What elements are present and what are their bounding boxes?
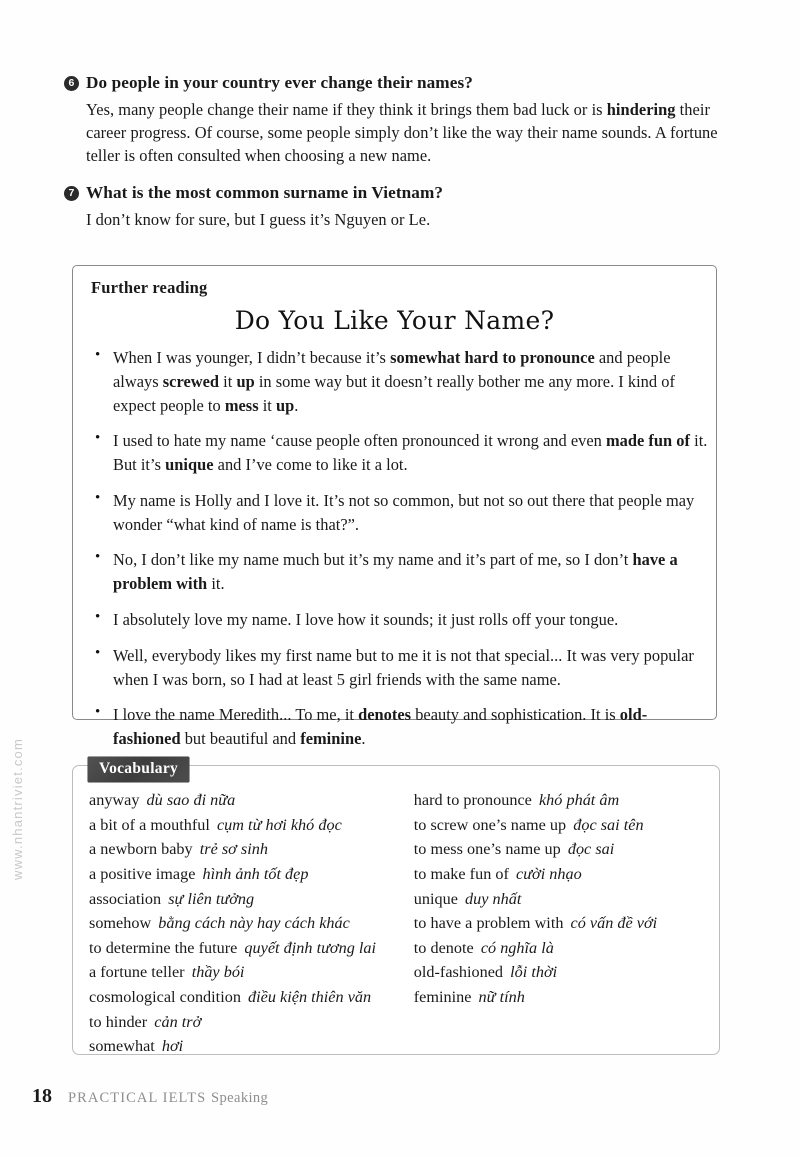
vocabulary-term-vi: trẻ sơ sinh bbox=[199, 840, 268, 859]
footer-title-caps: PRACTICAL IELTS bbox=[68, 1090, 207, 1106]
vocabulary-entry bbox=[89, 813, 414, 838]
further-reading-bullet: • Well, everybody likes my first name but to me it is not that special... It was very popular when I was born, so I had at least 5 girl friends with the same name. bbox=[91, 644, 708, 692]
question-answer-block bbox=[64, 72, 720, 245]
vocabulary-term-vi: hình ảnh tốt đẹp bbox=[202, 864, 309, 883]
page-footer bbox=[32, 1085, 268, 1108]
qa-item bbox=[64, 72, 720, 168]
vocabulary-badge: Vocabulary bbox=[88, 757, 189, 782]
vocabulary-term-vi: thầy bói bbox=[191, 963, 245, 982]
vocabulary-term-en: association bbox=[89, 889, 162, 908]
question-number-badge: 6 bbox=[64, 76, 79, 91]
further-reading-label: Further reading bbox=[91, 278, 208, 297]
vocabulary-box bbox=[72, 765, 720, 1055]
question-line bbox=[64, 182, 720, 205]
footer-book-title bbox=[68, 1090, 268, 1107]
vocabulary-entry bbox=[89, 911, 414, 936]
vocabulary-column-left bbox=[89, 788, 414, 1059]
vocabulary-entry bbox=[89, 788, 414, 813]
vocabulary-term-en: a newborn baby bbox=[89, 840, 193, 859]
vocabulary-term-vi: duy nhất bbox=[465, 889, 522, 908]
vocabulary-entry bbox=[89, 936, 414, 961]
vocabulary-term-vi: bằng cách này hay cách khác bbox=[158, 914, 350, 933]
vocabulary-term-en: to hinder bbox=[89, 1012, 148, 1031]
vocabulary-term-vi: lỗi thời bbox=[510, 963, 558, 982]
vocabulary-term-en: to denote bbox=[413, 938, 474, 957]
further-reading-list bbox=[91, 346, 708, 763]
vocabulary-term-en: a positive image bbox=[89, 864, 196, 883]
vocabulary-term-vi: đọc sai tên bbox=[573, 815, 644, 834]
vocabulary-entry bbox=[89, 862, 414, 887]
question-text: What is the most common surname in Vietnam? bbox=[86, 182, 444, 202]
vocabulary-column-right bbox=[414, 788, 709, 1059]
vocabulary-term-vi: khó phát âm bbox=[538, 791, 620, 809]
vocabulary-term-vi: cười nhạo bbox=[515, 864, 582, 883]
vocabulary-entry bbox=[414, 936, 709, 961]
vocabulary-entry bbox=[414, 813, 709, 838]
vocabulary-entry bbox=[414, 985, 709, 1010]
question-number-badge: 7 bbox=[64, 186, 79, 201]
answer-text: I don’t know for sure, but I guess it’s Nguyen or Le. bbox=[86, 209, 431, 229]
vocabulary-term-en: a bit of a mouthful bbox=[89, 815, 210, 834]
vocabulary-entry bbox=[414, 862, 709, 887]
vocabulary-term-vi: dù sao đi nữa bbox=[146, 791, 236, 809]
vocabulary-entry bbox=[89, 887, 414, 912]
vocabulary-term-vi: điều kiện thiên văn bbox=[248, 988, 372, 1006]
vocabulary-entry bbox=[89, 1034, 414, 1059]
site-watermark: www.nhantriviet.com bbox=[10, 737, 25, 880]
vocabulary-term-vi: quyết định tương lai bbox=[244, 938, 377, 957]
further-reading-title: Do You Like Your Name? bbox=[234, 306, 555, 335]
vocabulary-entry bbox=[89, 1010, 414, 1035]
further-reading-bullet: • When I was younger, I didn’t because it’s somewhat hard to pronounce and people always screwed it up in some way but it doesn’t really bother me any more. I kind of expect people to mess it up. bbox=[91, 346, 708, 417]
vocabulary-term-en: to have a problem with bbox=[413, 914, 564, 933]
question-line bbox=[64, 72, 720, 95]
vocabulary-term-vi: đọc sai bbox=[567, 840, 615, 859]
vocabulary-entry bbox=[414, 911, 709, 936]
further-reading-bullet: • No, I don’t like my name much but it’s my name and it’s part of me, so I don’t have a problem with it. bbox=[91, 548, 708, 596]
further-reading-bullet: • I used to hate my name ‘cause people often pronounced it wrong and even made fun of it. But it’s unique and I’ve come to like it a lot. bbox=[91, 429, 708, 477]
vocabulary-term-vi: cụm từ hơi khó đọc bbox=[216, 815, 342, 834]
further-reading-box bbox=[72, 265, 717, 749]
vocabulary-term-en: to make fun of bbox=[413, 864, 509, 883]
vocabulary-entry bbox=[414, 837, 709, 862]
question-text: Do people in your country ever change their names? bbox=[86, 73, 473, 92]
vocabulary-entry bbox=[414, 887, 709, 912]
vocabulary-term-en: feminine bbox=[413, 988, 472, 1006]
answer-text: Yes, many people change their name if they think it brings them bad luck or is hindering their career progress. Of course, some people simply don’t like the way their name sounds. A fortune teller is often consulted when choosing a new name. bbox=[86, 99, 718, 166]
vocabulary-term-en: somehow bbox=[89, 914, 152, 933]
qa-item bbox=[64, 182, 720, 231]
vocabulary-entry bbox=[89, 837, 414, 862]
footer-title-rest: Speaking bbox=[211, 1090, 269, 1106]
vocabulary-columns bbox=[89, 788, 709, 1059]
vocabulary-term-en: a fortune teller bbox=[89, 963, 185, 982]
vocabulary-entry bbox=[89, 960, 414, 985]
vocabulary-term-en: to screw one’s name up bbox=[413, 815, 567, 834]
vocabulary-entry bbox=[89, 985, 414, 1010]
vocabulary-term-en: to mess one’s name up bbox=[413, 840, 561, 859]
vocabulary-term-vi: sự liên tưởng bbox=[168, 889, 255, 908]
vocabulary-term-en: somewhat bbox=[89, 1037, 155, 1056]
vocabulary-term-en: cosmological condition bbox=[89, 988, 241, 1006]
vocabulary-term-vi: cản trở bbox=[154, 1012, 202, 1031]
vocabulary-term-vi: nữ tính bbox=[478, 988, 525, 1006]
further-reading-bullet: • I absolutely love my name. I love how it sounds; it just rolls off your tongue. bbox=[91, 608, 708, 632]
vocabulary-term-en: to determine the future bbox=[89, 938, 238, 957]
vocabulary-term-en: unique bbox=[413, 889, 458, 908]
vocabulary-term-en: hard to pronounce bbox=[413, 791, 532, 809]
page-number: 18 bbox=[32, 1085, 52, 1107]
vocabulary-term-vi: hơi bbox=[161, 1037, 184, 1056]
vocabulary-entry bbox=[414, 960, 709, 985]
vocabulary-entry bbox=[414, 788, 709, 813]
further-reading-bullet: • I love the name Meredith... To me, it denotes beauty and sophistication. It is old-fashioned but beautiful and feminine. bbox=[91, 703, 708, 751]
vocabulary-term-vi: có vấn đề với bbox=[570, 914, 658, 933]
vocabulary-term-vi: có nghĩa là bbox=[480, 938, 554, 957]
vocabulary-term-en: anyway bbox=[89, 791, 140, 809]
vocabulary-term-en: old-fashioned bbox=[413, 963, 504, 982]
further-reading-bullet: • My name is Holly and I love it. It’s not so common, but not so out there that people may wonder “what kind of name is that?”. bbox=[91, 489, 708, 537]
